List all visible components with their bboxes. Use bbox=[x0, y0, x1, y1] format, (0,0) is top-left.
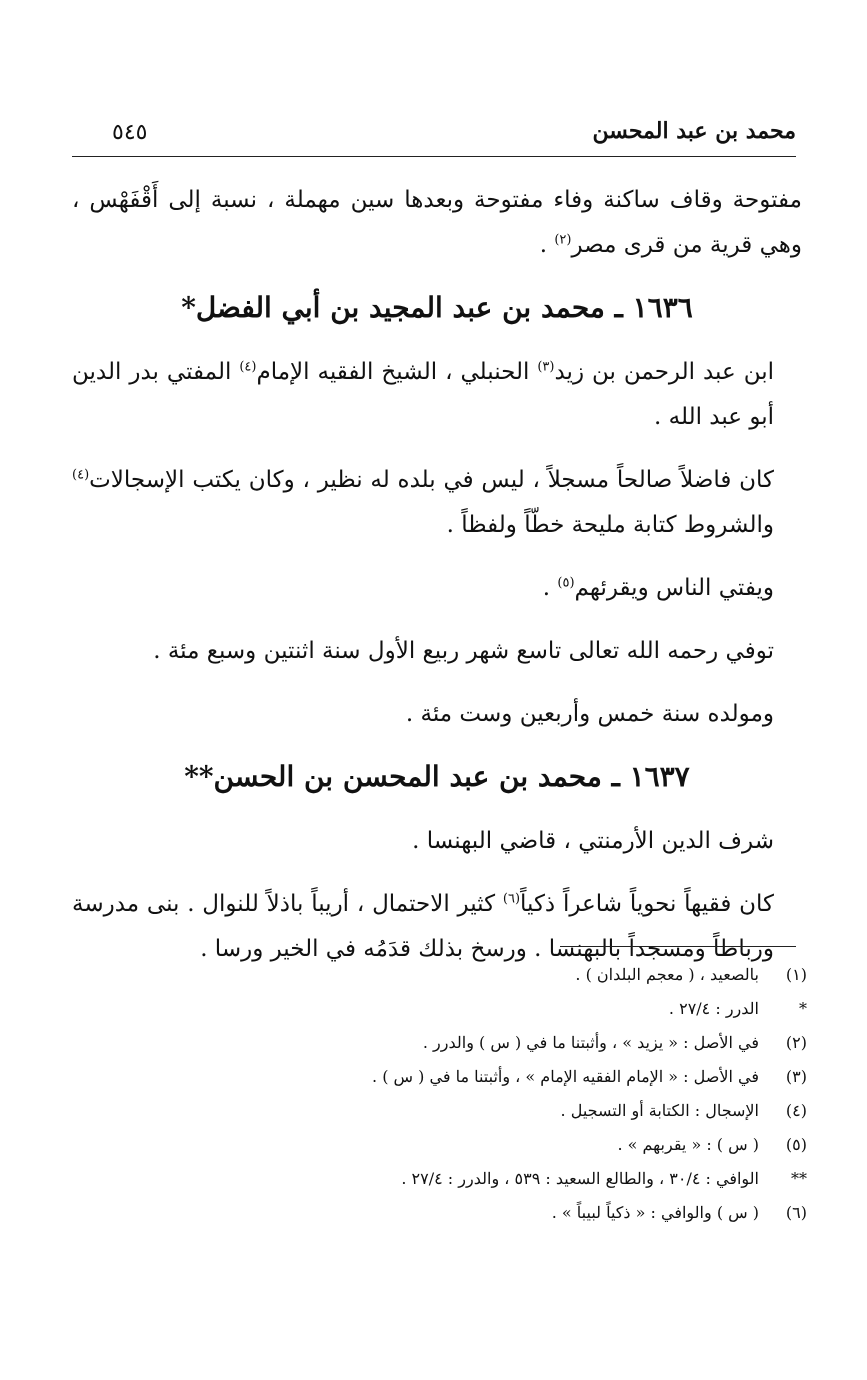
footnote-text: في الأصل : « يزيد » ، وأثبتنا ما في ( س ) والدرر . bbox=[422, 1033, 759, 1052]
footnote-ref: (٦) bbox=[502, 891, 521, 907]
intro-line-1: مفتوحة وقاف ساكنة وفاء مفتوحة وبعدها سين مهملة ، نسبة إلى أَقْفَهْس ، وهي bbox=[72, 187, 802, 258]
text-run: الحنبلي ، الشيخ الفقيه الإمام bbox=[256, 359, 538, 385]
footnote-ref: (٢) bbox=[554, 232, 572, 248]
entry-1636-para-5: ومولده سنة خمس وأربعين وست مئة . bbox=[405, 701, 774, 727]
footnote-mark: (٣) bbox=[785, 1067, 807, 1086]
footnotes bbox=[87, 958, 807, 1230]
entry-1637-title: ١٦٣٧ ـ محمد بن عبد المحسن بن الحسن** bbox=[184, 760, 690, 793]
intro-paragraph bbox=[72, 178, 802, 268]
footnote-text: الوافي : ٣٠/٤ ، والطالع السعيد : ٥٣٩ ، والدرر : ٢٧/٤ . bbox=[401, 1169, 759, 1188]
entry-1636-para-4: توفي رحمه الله تعالى تاسع شهر ربيع الأول سنة اثنتين وسبع مئة . bbox=[153, 638, 774, 664]
running-title: محمد بن عبد المحسن bbox=[592, 118, 796, 144]
footnote-text: ( س ) : « يقربهم » . bbox=[617, 1135, 759, 1154]
intro-line-2: قرية من قرى مصر bbox=[571, 232, 753, 258]
entry-1636-para-2 bbox=[72, 458, 802, 548]
text-run: والشروط كتابة مليحة خطّاً ولفظاً . bbox=[446, 512, 774, 538]
footnote-mark: (٤) bbox=[785, 1101, 807, 1120]
footnote-ref: (٥) bbox=[557, 575, 575, 591]
footnote bbox=[87, 1162, 807, 1196]
entry-1636-title: ١٦٣٦ ـ محمد بن عبد المجيد بن أبي الفضل* bbox=[181, 291, 693, 324]
footnote-mark: (٥) bbox=[785, 1135, 807, 1154]
footnote bbox=[87, 1128, 807, 1162]
footnote-text: الإسجال : الكتابة أو التسجيل . bbox=[560, 1101, 759, 1120]
text-run: ابن عبد الرحمن بن زيد bbox=[554, 359, 774, 385]
text-run: كان فاضلاً صالحاً مسجلاً ، ليس في بلده له نظير ، وكان يكتب الإسجالات bbox=[89, 467, 774, 493]
text-run: . bbox=[542, 575, 558, 601]
page-number: ٥٤٥ bbox=[112, 120, 148, 145]
intro-end: . bbox=[539, 232, 555, 258]
text-run: كان فقيهاً نحوياً شاعراً ذكياً bbox=[520, 891, 774, 917]
footnote-ref: (٣) bbox=[537, 359, 555, 375]
footnote-mark: (١) bbox=[785, 965, 807, 984]
header-rule bbox=[72, 156, 796, 157]
text-run: كثير الاحتمال ، أريباً باذلاً للنوال . بنى مدرسة ورباطاً ومسجداً بالبهنسا . ورسخ بذلك قدَمُه في الخير ورسا . bbox=[72, 891, 774, 962]
footnote-text: الدرر : ٢٧/٤ . bbox=[668, 999, 759, 1018]
footnote-mark: * bbox=[799, 999, 807, 1018]
footnote bbox=[87, 1026, 807, 1060]
footnote-mark: (٦) bbox=[785, 1203, 807, 1222]
footnote bbox=[87, 1094, 807, 1128]
footnote-mark: (٢) bbox=[785, 1033, 807, 1052]
footnote-ref: (٤) bbox=[72, 467, 90, 483]
footnote-rule bbox=[560, 946, 796, 947]
footnote bbox=[87, 1060, 807, 1094]
entry-1637-para-1: شرف الدين الأرمنتي ، قاضي البهنسا . bbox=[412, 828, 774, 854]
main-text bbox=[72, 178, 802, 990]
footnote-mark: ** bbox=[791, 1169, 807, 1188]
text-run: المفتي بدر الدين أبو عبد الله . bbox=[72, 359, 774, 430]
footnote bbox=[87, 1196, 807, 1230]
footnote bbox=[87, 992, 807, 1026]
footnote-text: في الأصل : « الإمام الفقيه الإمام » ، وأثبتنا ما في ( س ) . bbox=[372, 1067, 759, 1086]
footnote-text: بالصعيد ، ( معجم البلدان ) . bbox=[575, 965, 759, 984]
entry-1636-para-1 bbox=[72, 350, 802, 440]
footnote bbox=[87, 958, 807, 992]
text-run: ويفتي الناس ويقرئهم bbox=[574, 575, 774, 601]
footnote-text: ( س ) والوافي : « ذكياً لبيباً » . bbox=[551, 1203, 759, 1222]
footnote-ref: (٤) bbox=[239, 359, 257, 375]
entry-1636-para-3 bbox=[72, 566, 802, 611]
page-header bbox=[72, 118, 796, 154]
